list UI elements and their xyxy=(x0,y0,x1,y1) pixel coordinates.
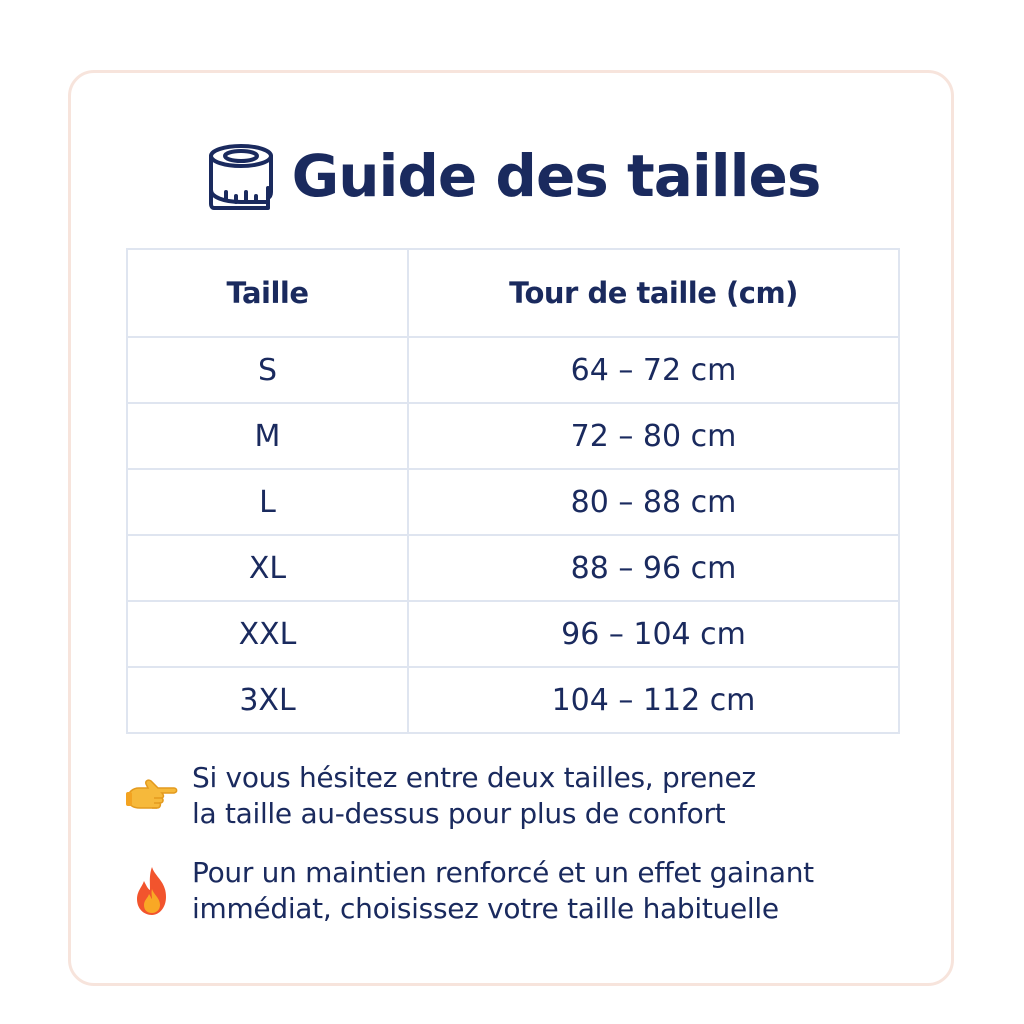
size-cell: XL xyxy=(127,535,408,601)
note-support-tip xyxy=(124,855,924,928)
column-header-size: Taille xyxy=(127,249,408,337)
waist-cell: 104 – 112 cm xyxy=(408,667,899,733)
size-cell: S xyxy=(127,337,408,403)
page-title: Guide des tailles xyxy=(291,142,821,210)
size-cell: 3XL xyxy=(127,667,408,733)
note-line: Pour un maintien renforcé et un effet gainant xyxy=(192,855,814,889)
header xyxy=(0,136,1024,216)
size-cell: L xyxy=(127,469,408,535)
table-row xyxy=(127,535,899,601)
fire-icon xyxy=(124,863,180,919)
table-row xyxy=(127,403,899,469)
column-header-waist: Tour de taille (cm) xyxy=(408,249,899,337)
waist-cell: 72 – 80 cm xyxy=(408,403,899,469)
waist-cell: 64 – 72 cm xyxy=(408,337,899,403)
waist-cell: 96 – 104 cm xyxy=(408,601,899,667)
table-row xyxy=(127,667,899,733)
waist-cell: 80 – 88 cm xyxy=(408,469,899,535)
note-sizing-tip xyxy=(124,760,924,833)
size-cell: XXL xyxy=(127,601,408,667)
size-table xyxy=(126,248,900,734)
size-cell: M xyxy=(127,403,408,469)
table-row xyxy=(127,469,899,535)
note-line: Si vous hésitez entre deux tailles, prenez xyxy=(192,761,756,794)
note-line: immédiat, choisissez votre taille habituelle xyxy=(192,892,779,926)
table-row xyxy=(127,601,899,667)
measuring-tape-icon xyxy=(204,142,278,210)
waist-cell: 88 – 96 cm xyxy=(408,535,899,601)
notes xyxy=(124,760,924,950)
table-header-row xyxy=(127,249,899,337)
table-row xyxy=(127,337,899,403)
pointing-hand-icon xyxy=(124,768,180,824)
note-line: la taille au-dessus pour plus de confort xyxy=(192,797,726,831)
